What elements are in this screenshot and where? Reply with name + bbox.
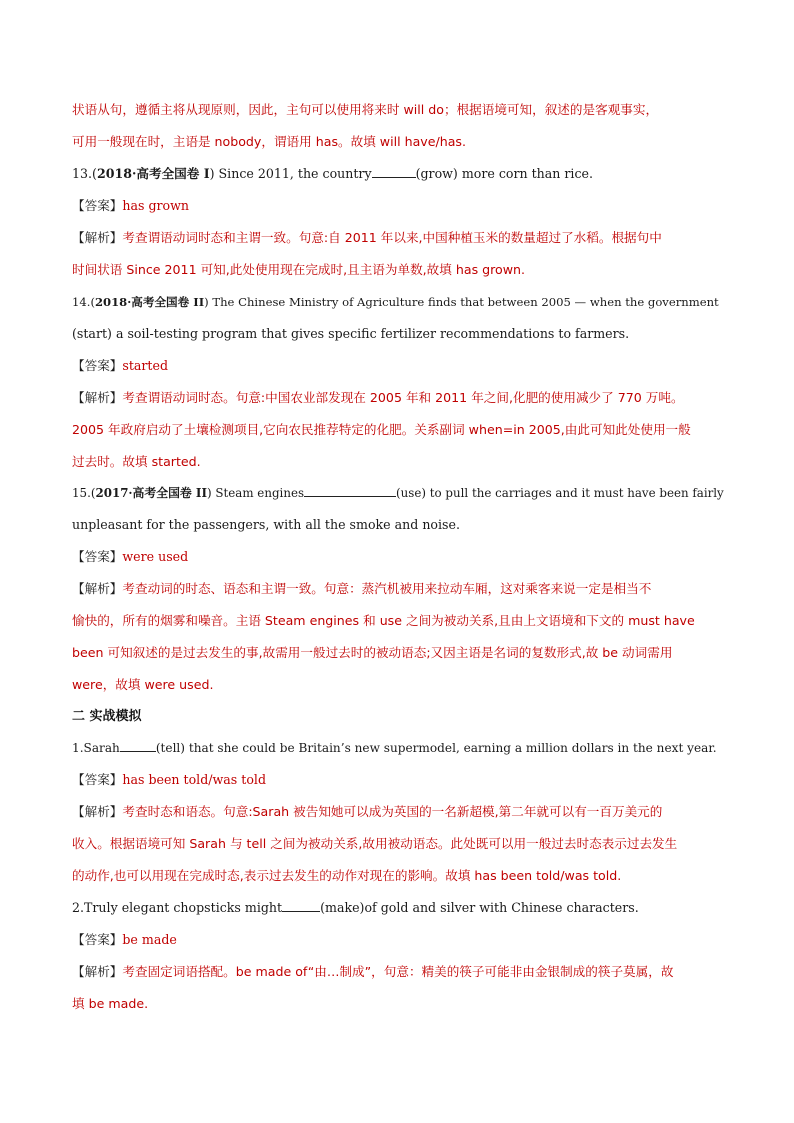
explanation-label: 【解析】 (72, 390, 123, 405)
answer-blank (304, 484, 396, 497)
explanation-text: 愉快的，所有的烟雾和噪音。主语 Steam engines 和 use 之间为被动关系,且由上文语境和下文的 must have (72, 613, 695, 628)
explanation-text: 状语从句，遵循主将从现原则，因此，主句可以使用将来时 will do；根据语境可知，叙述的是客观事实， (72, 102, 659, 117)
answer-label: 【答案】 (72, 932, 123, 947)
question-source: 2017·高考全国卷 II (95, 486, 207, 500)
answer-label: 【答案】 (72, 358, 123, 373)
question-text: ) Steam engines (206, 486, 305, 500)
explanation-text: 收入。根据语境可知 Sarah 与 tell 之间为被动关系,故用被动语态。此处既可以用一般过去时态表示过去发生 (72, 836, 678, 851)
text-line (72, 325, 724, 343)
explanation-15 (72, 580, 724, 598)
text-line (72, 516, 724, 534)
explanation-text: 考查谓语动词时态。句意:中国农业部发现在 2005 年和 2011 年之间,化肥的使用减少了 770 万吨。 (122, 390, 684, 405)
text-line (72, 133, 724, 151)
explanation-label: 【解析】 (72, 230, 123, 245)
answer-text: has grown (122, 198, 190, 213)
question-14 (72, 293, 724, 311)
explanation-text: 考查时态和语态。句意:Sarah 被告知她可以成为英国的一名新超模,第二年就可以有一百万美元的 (122, 804, 663, 819)
section-title: 二 实战模拟 (72, 709, 142, 724)
answer-label: 【答案】 (72, 198, 123, 213)
question-text: (make)of gold and silver with Chinese characters. (320, 900, 639, 915)
question-text: unpleasant for the passengers, with all the smoke and noise. (72, 517, 460, 532)
answer-text: be made (122, 932, 177, 947)
explanation-text: 考查固定词语搭配。be made of“由…制成”，句意：精美的筷子可能非由金银制成的筷子莫属，故 (122, 964, 674, 979)
explanation-text: 过去时。故填 started. (72, 454, 201, 469)
answer-label: 【答案】 (72, 772, 123, 787)
explanation-text: 考查动词的时态、语态和主谓一致。句意：蒸汽机被用来拉动车厢，这对乘客来说一定是相当不 (122, 581, 652, 596)
answer-text: started (122, 358, 169, 373)
explanation-label: 【解析】 (72, 581, 123, 596)
explanation-text: 的动作,也可以用现在完成时态,表示过去发生的动作对现在的影响。故填 has been told/was told. (72, 868, 622, 883)
explanation-practice-1 (72, 803, 724, 821)
answer-blank (282, 899, 320, 912)
answer-label: 【答案】 (72, 549, 123, 564)
question-text: 2.Truly elegant chopsticks might (72, 900, 283, 915)
question-source: 2018·高考全国卷 II (94, 295, 205, 309)
explanation-text: 2005 年政府启动了土壤检测项目,它向农民推荐特定的化肥。关系副词 when=in 2005,由此可知此处使用一般 (72, 422, 691, 437)
answer-practice-2 (72, 931, 724, 949)
answer-15 (72, 548, 724, 566)
text-line (72, 261, 724, 279)
question-text: (tell) that she could be Britain’s new supermodel, earning a million dollars in the next year. (155, 741, 717, 755)
text-line (72, 995, 724, 1013)
explanation-label: 【解析】 (72, 804, 123, 819)
text-line (72, 101, 724, 119)
explanation-label: 【解析】 (72, 964, 123, 979)
question-number: 14.( (72, 295, 95, 309)
explanation-13 (72, 229, 724, 247)
answer-blank (120, 739, 156, 752)
text-line (72, 676, 724, 694)
question-text: ) The Chinese Ministry of Agriculture finds that between 2005 — when the government (204, 295, 719, 309)
answer-blank (372, 165, 416, 178)
section-heading (72, 708, 724, 726)
question-13 (72, 165, 724, 183)
text-line (72, 867, 724, 885)
question-text: (start) a soil-testing program that gives specific fertilizer recommendations to farmers. (72, 326, 630, 341)
practice-1 (72, 739, 724, 757)
explanation-text: been 可知叙述的是过去发生的事,故需用一般过去时的被动语态;又因主语是名词的复数形式,故 be 动词需用 (72, 645, 673, 660)
explanation-practice-2 (72, 963, 724, 981)
question-source: 2018·高考全国卷 I (96, 166, 210, 181)
question-number: 13.( (72, 166, 97, 181)
question-15 (72, 484, 724, 502)
explanation-text: were，故填 were used. (72, 677, 214, 692)
practice-2 (72, 899, 724, 917)
explanation-text: 可用一般现在时，主语是 nobody，谓语用 has。故填 will have/has. (72, 134, 466, 149)
text-line (72, 835, 724, 853)
answer-13 (72, 197, 724, 215)
answer-text: were used (122, 549, 189, 564)
question-text: (grow) more corn than rice. (415, 166, 593, 181)
text-line (72, 453, 724, 471)
answer-practice-1 (72, 771, 724, 789)
question-number: 15.( (72, 486, 96, 500)
explanation-text: 考查谓语动词时态和主谓一致。句意:自 2011 年以来,中国种植玉米的数量超过了水稻。根据句中 (122, 230, 662, 245)
question-text: 1.Sarah (72, 741, 120, 755)
text-line (72, 421, 724, 439)
question-text: (use) to pull the carriages and it must have been fairly (396, 486, 724, 500)
text-line (72, 644, 724, 662)
text-line (72, 612, 724, 630)
explanation-14 (72, 389, 724, 407)
answer-text: has been told/was told (122, 772, 267, 787)
explanation-text: 时间状语 Since 2011 可知,此处使用现在完成时,且主语为单数,故填 has grown. (72, 262, 526, 277)
question-text: ) Since 2011, the country (209, 166, 372, 181)
answer-14 (72, 357, 724, 375)
explanation-text: 填 be made. (72, 996, 149, 1011)
